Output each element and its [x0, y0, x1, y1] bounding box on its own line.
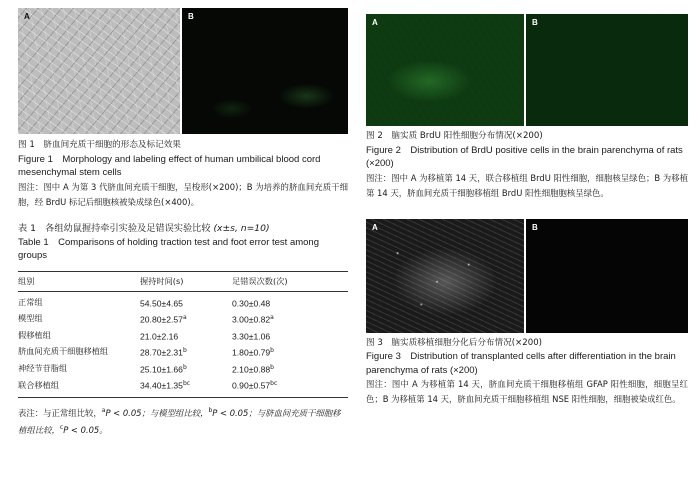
- figure3-caption-cn: 图 3 脑实质移植细胞分化后分布情况(×200): [366, 337, 543, 348]
- right-column: [366, 0, 688, 407]
- figure2-panel-b: [526, 14, 688, 126]
- panel-letter: B: [532, 18, 538, 27]
- header-foot-errors: 足错误次数(次): [232, 271, 348, 291]
- cell-holding: 25.10±1.66$^b$: [140, 363, 187, 375]
- header-group: 组别: [18, 271, 140, 291]
- figure3-note: 图注：图中 A 为移植第 14 天，脐血间充质干细胞移植组 GFAP 阳性细胞，细胞呈红色；B 为移植第 14 天，脐血间充质干细胞移植组 NSE 阳性细胞，细胞被染成红色。: [366, 379, 688, 404]
- cell-holding: 21.0±2.16: [140, 331, 179, 342]
- panel-letter: A: [372, 18, 378, 27]
- figure3-images: [366, 219, 688, 333]
- cell-foot: 0.90±0.57$^{bc}$: [232, 377, 348, 397]
- cell-foot: 3.00±0.82$^a$: [232, 314, 274, 325]
- figure1-images: [18, 8, 348, 134]
- cell-holding: 20.80±2.57$^a$: [140, 314, 187, 325]
- panel-letter: B: [188, 12, 194, 21]
- header-holding-time: 握持时间(s): [140, 271, 232, 291]
- figure2-note: 图注：图中 A 为移植第 14 天，联合移植组 BrdU 阳性细胞，细胞核呈绿色；B 为移植第 14 天，脐血间充质干细胞移植组 BrdU 阳性细胞胞核呈绿色。: [366, 172, 688, 198]
- figure1-note: 图注：图中 A 为第 3 代脐血间充质干细胞，呈梭形(×200)；B 为培养的脐血间充质干细胞，经 BrdU 标记后细胞核被染成绿色(×400)。: [18, 181, 348, 207]
- cell-foot: 2.10±0.88$^b$: [232, 363, 274, 375]
- figure1-panel-a: [18, 8, 180, 134]
- table-row: [18, 377, 348, 397]
- cell-foot: 0.30±0.48: [232, 298, 271, 309]
- table-row: [18, 361, 348, 378]
- figure3-caption-en: Figure 3 Distribution of transplanted cells after differentiation in the brain parenchyma of rats (×200): [366, 351, 676, 376]
- cell-holding: 28.70±2.31$^b$: [140, 347, 187, 358]
- cell-group: 模型组: [18, 313, 43, 324]
- figure1-caption-en: Figure 1 Morphology and labeling effect of human umbilical blood cord mesenchymal stem cells: [18, 153, 321, 178]
- table1-note: 表注：与正常组比较，$^a$P < 0.05；与模型组比较，$^b$P < 0.05；与脐血间充质干细胞移植组比较，$^c$P < 0.05。: [18, 406, 341, 436]
- cell-foot: 1.80±0.79$^b$: [232, 347, 274, 358]
- cell-group: 联合移植组: [18, 377, 140, 397]
- cell-group: 脐血间充质干细胞移植组: [18, 346, 109, 357]
- table-row: [18, 291, 348, 311]
- figure2-caption-cn: 图 2 脑实质 BrdU 阳性细胞分布情况(×200): [366, 131, 543, 141]
- cell-holding: 54.50±4.65: [140, 298, 183, 309]
- panel-letter: B: [532, 222, 538, 232]
- table1-title-text: 表 1 各组幼鼠握持牵引实验及足错误实验比较: [18, 222, 211, 234]
- cell-foot: 3.30±1.06: [232, 331, 271, 342]
- figure2-panel-a: [366, 14, 524, 126]
- table1-title-cn: [18, 222, 348, 236]
- left-column: [18, 0, 348, 438]
- figure3-panel-b: [526, 219, 688, 333]
- figure2-caption-en: Figure 2 Distribution of BrdU positive cells in the brain parenchyma of rats (×200): [366, 144, 683, 169]
- cell-holding: 34.40±1.35$^{bc}$: [140, 377, 232, 397]
- cell-group: 神经节苷脂组: [18, 362, 68, 373]
- table1-title-stat: (x±s, n=10): [213, 222, 270, 234]
- figure1-panel-b: [182, 8, 348, 134]
- table1-title-en: Table 1 Comparisons of holding traction test and foot error test among groups: [18, 236, 319, 261]
- figure3-panel-a: [366, 219, 524, 333]
- cell-group: 正常组: [18, 296, 43, 307]
- table-row: [18, 344, 348, 361]
- panel-letter: A: [24, 12, 30, 21]
- figure2-images: [366, 14, 688, 126]
- cell-group: 假移植组: [18, 329, 51, 340]
- table-row: [18, 311, 348, 328]
- table-header-row: [18, 271, 348, 291]
- table1: [18, 271, 348, 398]
- figure1-caption-cn: 图 1 脐血间充质干细胞的形态及标记效果: [18, 140, 181, 150]
- panel-letter: A: [372, 222, 378, 232]
- table-row: [18, 328, 348, 345]
